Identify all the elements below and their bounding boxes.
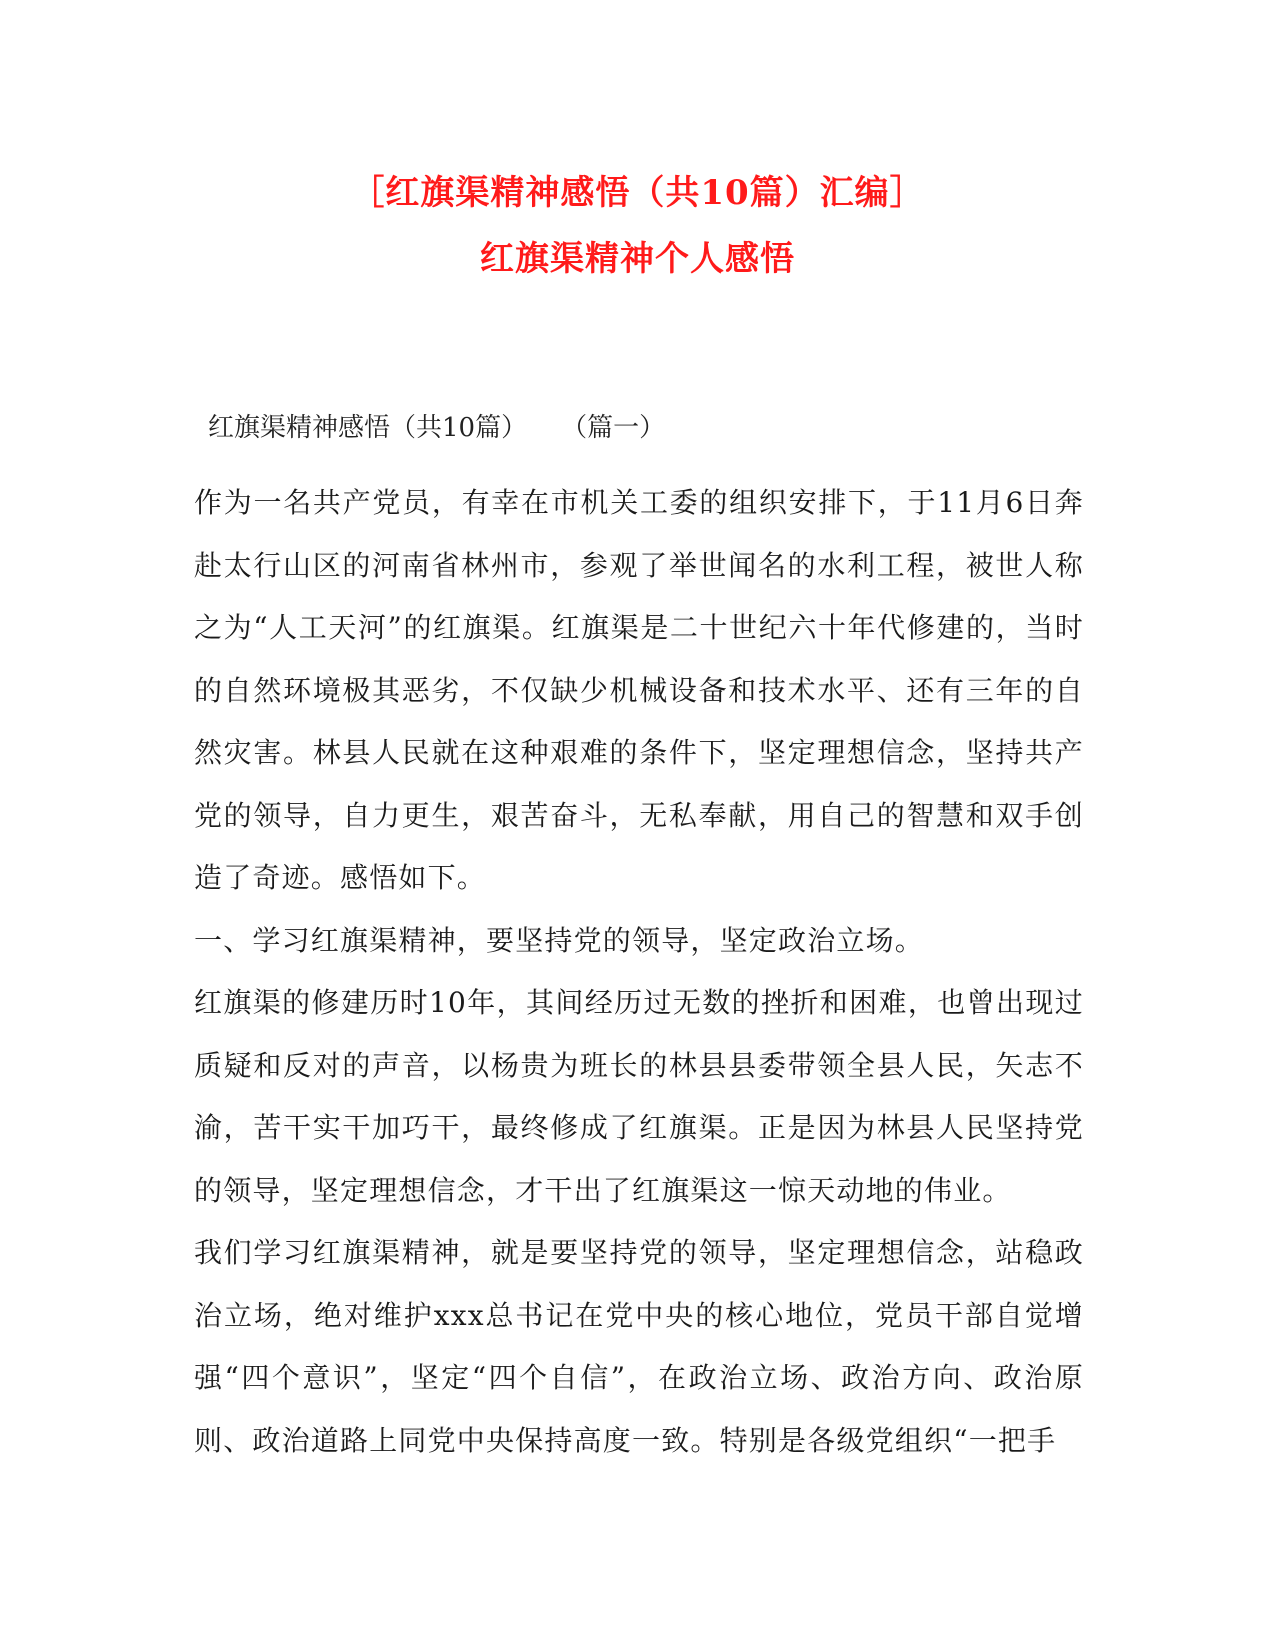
document-body [194,412,1084,1472]
paragraph-learning: 我们学习红旗渠精神，就是要坚持党的领导，坚定理想信念，站稳政治立场，绝对维护xxx总书记在党中央的核心地位，党员干部自觉增强“四个意识”，坚定“四个自信”，在政治立场、政治方向、政治原则、政治道路上同党中央保持高度一致。特别是各级党组织“一把手 [194,1236,1084,1457]
paragraph-history: 红旗渠的修建历时10年，其间经历过无数的挫折和困难，也曾出现过质疑和反对的声音，以杨贵为班长的林县县委带领全县人民，矢志不渝，苦干实干加巧干，最终修成了红旗渠。正是因为林县人民坚持党的领导，坚定理想信念，才干出了红旗渠这一惊天动地的伟业。 [194,986,1084,1207]
paragraph-intro: 作为一名共产党员，有幸在市机关工委的组织安排下，于11月6日奔赴太行山区的河南省林州市，参观了举世闻名的水利工程，被世人称之为“人工天河”的红旗渠。红旗渠是二十世纪六十年代修建的，当时的自然环境极其恶劣，不仅缺少机械设备和技术水平、还有三年的自然灾害。林县人民就在这种艰难的条件下，坚定理想信念，坚持共产党的领导，自力更生，艰苦奋斗，无私奉献，用自己的智慧和双手创造了奇迹。感悟如下。 [194,486,1084,894]
title-line-2: 红旗渠精神个人感悟 [480,239,795,279]
subheading-part: （篇一） [561,413,666,443]
document-title [0,160,1275,292]
paragraph-heading-1: 一、学习红旗渠精神，要坚持党的领导，坚定政治立场。 [194,923,925,957]
section-subheading [194,412,1084,444]
title-line-1: ［红旗渠精神感悟（共10篇）汇编］ [350,173,925,213]
subheading-main: 红旗渠精神感悟（共10篇） [208,413,528,443]
